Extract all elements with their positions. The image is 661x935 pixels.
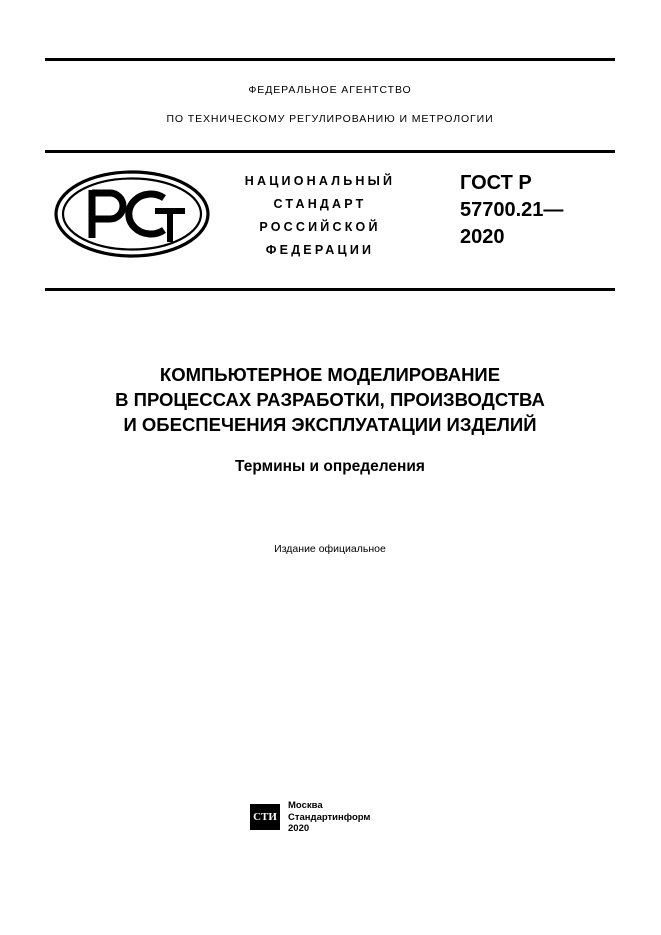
title-line-2: В ПРОЦЕССАХ РАЗРАБОТКИ, ПРОИЗВОДСТВА	[115, 389, 545, 410]
agency-line-1: ФЕДЕРАЛЬНОЕ АГЕНТСТВО	[248, 84, 412, 96]
agency-line-2: ПО ТЕХНИЧЕСКОМУ РЕГУЛИРОВАНИЮ И МЕТРОЛОГИИ	[166, 113, 494, 125]
publisher-block	[240, 800, 440, 846]
divider-middle	[45, 150, 615, 153]
designation-line-2: 57700.21—	[460, 199, 564, 221]
agency-header	[45, 84, 615, 125]
standard-label-line-3: РОССИЙСКОЙ	[259, 220, 381, 234]
publisher-name: Стандартинформ	[288, 811, 371, 823]
standartinform-logo-icon: СТИ	[250, 804, 280, 830]
divider-top	[45, 58, 615, 61]
standard-label-line-1: НАЦИОНАЛЬНЫЙ	[244, 174, 396, 188]
designation-line-1: ГОСТ Р	[460, 172, 532, 194]
divider-bottom	[45, 288, 615, 291]
publisher-text	[288, 800, 438, 835]
publisher-city: Москва	[288, 800, 323, 811]
designation-line-3: 2020	[460, 226, 505, 248]
standard-label-line-2: СТАНДАРТ	[273, 197, 367, 211]
title-line-1: КОМПЬЮТЕРНОЕ МОДЕЛИРОВАНИЕ	[159, 364, 501, 385]
standard-designation	[460, 170, 640, 251]
standard-label-line-4: ФЕДЕРАЦИИ	[265, 243, 375, 257]
publisher-year: 2020	[288, 823, 310, 834]
page-subtitle: Термины и определения	[235, 458, 425, 475]
edition-note: Издание официальное	[274, 543, 386, 555]
title-line-3: И ОБЕСПЕЧЕНИЯ ЭКСПЛУАТАЦИИ ИЗДЕЛИЙ	[123, 414, 537, 435]
page-title	[45, 362, 615, 437]
standard-label	[205, 170, 435, 262]
gost-r-emblem	[52, 168, 212, 260]
